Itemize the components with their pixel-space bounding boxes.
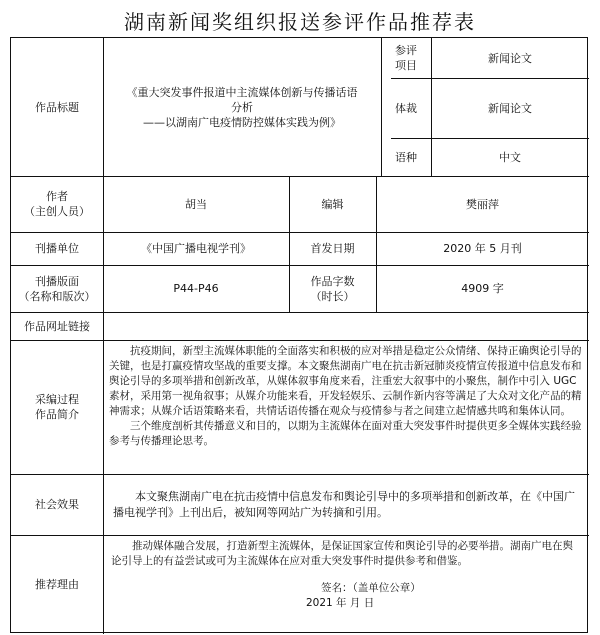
- category-label: 参评项目: [395, 44, 417, 72]
- link-value: [103, 312, 589, 340]
- effect-paragraph: 本文聚焦湖南广电在抗击疫情中信息发布和舆论引导中的多项举措和创新改革，在《中国广播电视学刊》上刊出后，被知网等网站广为转摘和引用。: [113, 489, 575, 519]
- genre-value: 新闻论文: [488, 101, 532, 115]
- author-label-line: 作者: [46, 190, 68, 203]
- reason-text: [103, 535, 589, 634]
- intro-text: [103, 340, 589, 474]
- wordcount-label: [289, 265, 376, 312]
- page-label-line: 刊播版面: [35, 274, 79, 288]
- signature-date: 2021 年 月 日: [306, 597, 375, 609]
- wordcount-label-line: （时长）: [310, 289, 355, 303]
- wordcount-label-line: 作品字数: [310, 274, 355, 288]
- date-value: 2020 年 5 月刊: [443, 242, 522, 255]
- work-title-line: 《重大突发事件报道中主流媒体创新与传播话语: [126, 85, 358, 99]
- signature-line: 签名：（盖单位公章）: [321, 582, 421, 594]
- intro-label-line: 作品简介: [35, 408, 79, 421]
- recommendation-form: [10, 37, 588, 633]
- effect-text: [103, 474, 589, 535]
- reason-paragraph: 推动媒体融合发展，打造新型主流媒体，是保证国家宣传和舆论引导的必要举措。湖南广电在舆论引导上的有益尝试或可为主流媒体在应对重大突发事件时提供参考和借鉴。: [111, 540, 573, 567]
- editor-value: 樊丽萍: [466, 197, 499, 211]
- title-label: 作品标题: [35, 100, 79, 114]
- work-title: [103, 38, 381, 176]
- date-label: 首发日期: [310, 242, 355, 255]
- genre-label: 体裁: [395, 101, 417, 115]
- page-value: P44-P46: [173, 282, 219, 295]
- intro-label: [11, 340, 103, 474]
- editor-label: 编辑: [321, 197, 344, 211]
- form-title: 湖南新闻奖组织报送参评作品推荐表: [124, 10, 476, 34]
- intro-label-line: 采编过程: [35, 393, 79, 406]
- publisher-value: 《中国广播电视学刊》: [141, 242, 251, 255]
- category-value: 新闻论文: [488, 51, 532, 65]
- wordcount-value: 4909 字: [461, 282, 504, 295]
- author-value: 胡当: [185, 197, 207, 211]
- publisher-label: 刊播单位: [35, 242, 79, 255]
- language-label: 语种: [395, 150, 417, 164]
- intro-paragraph: 抗疫期间，新型主流媒体职能的全面落实和积极的应对举措是稳定公众情绪、保持正确舆论引导的关键，也是打赢疫情攻坚战的重要支撑。本文聚焦湖南广电在抗击新冠肺炎疫情宣传报道中信息发布和舆论引导的多项举措和创新改革，从媒体叙事角度来看，注重宏大叙事中的小聚焦，制作中引入 UGC 素材，采用第一视角叙事；从媒介功能来看，开发轻娱乐、云制作新内容等满足了大众对文化产品的精神需求；从媒介话语策略来看，共情话语传播在观众与疫情参与者之间建立起情感共鸣和集体认同。: [109, 345, 582, 417]
- author-label-line: （主创人员）: [24, 205, 90, 218]
- work-title-line: 分析: [231, 100, 253, 114]
- effect-label: 社会效果: [35, 498, 79, 511]
- work-title-line: ——以湖南广电疫情防控媒体实践为例》: [143, 115, 341, 129]
- intro-paragraph: 三个维度剖析其传播意义和目的，以期为主流媒体在面对重大突发事件时提供更多全媒体实践经验参考与传播理论思考。: [109, 420, 582, 447]
- language-value: 中文: [499, 150, 521, 164]
- page-label-line: （名称和版次）: [18, 289, 96, 303]
- author-label: [11, 176, 103, 232]
- link-label: 作品网址链接: [24, 319, 90, 333]
- reason-label: 推荐理由: [35, 578, 79, 591]
- page-label: [11, 265, 103, 312]
